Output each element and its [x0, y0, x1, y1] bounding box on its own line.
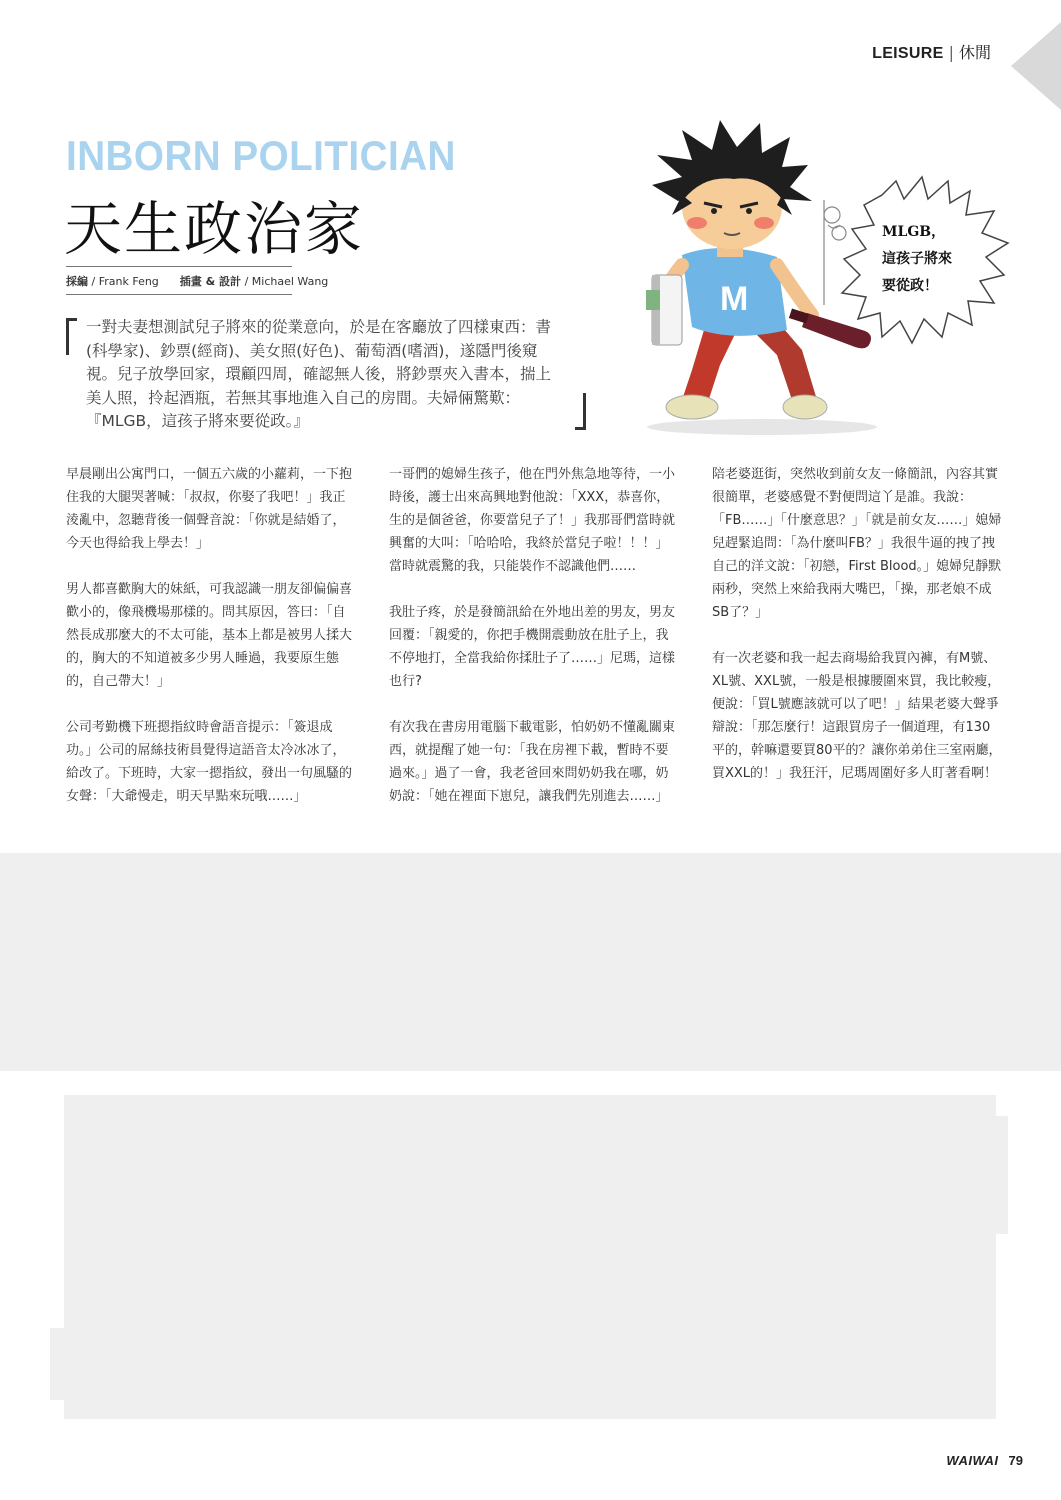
writer-label: 採編 — [66, 275, 88, 288]
page-footer — [946, 1453, 1023, 1468]
joke-paragraph: 有次我在書房用電腦下載電影，怕奶奶不懂亂關東西，就提醒了她一句：「我在房裡下載，暫時不要過來。」過了一會，我老爸回來問奶奶我在哪，奶奶說：「她在裡面下崽兒，讓我們先別進去……」 — [389, 720, 676, 804]
section-name-zh: 休閒 — [958, 43, 991, 62]
body-column-2 — [389, 463, 679, 831]
illustrator-name: Michael Wang — [251, 275, 329, 288]
credit-slash: / — [244, 275, 249, 288]
joke-paragraph: 有一次老婆和我一起去商場給我買內褲，有M號、XL號、XXL號，一般是根據腰圍來買，我比較瘦，便說：「買L號應該就可以了吧！」結果老婆大聲爭辯說：「那怎麼行！這跟買房子一個道理，有130平的，幹嘛還要買80平的？讓你弟弟住三室兩廳，買XXL的！」我狂汗，尼瑪周圍好多人盯著看啊！ — [712, 651, 1002, 781]
cartoon-boy-image — [612, 115, 1017, 445]
corner-tab-triangle — [1011, 22, 1061, 110]
credits-rule-bottom — [66, 294, 292, 295]
credit-slash: / — [91, 275, 96, 288]
title-english: INBORN POLITICIAN — [66, 132, 456, 179]
lead-text: 一對夫妻想測試兒子將來的從業意向，於是在客廳放了四樣東西：書(科學家)、鈔票(經商)、美女照(好色)、葡萄酒(嗜酒)，遂隱門後窺視。兒子放學回家，環顧四周，確認無人後，將鈔票夾入書本，揣上美人照，拎起酒瓶，若無其事地進入自己的房間。夫婦倆驚歎：『MLGB，這孩子將來要從政。』 — [86, 318, 552, 430]
shirt-letter: M — [720, 280, 749, 318]
joke-paragraph: 男人都喜歡胸大的妹紙，可我認識一朋友卻偏偏喜歡小的，像飛機場那樣的。問其原因，答曰：「自然長成那麼大的不太可能，基本上都是被男人揉大的，胸大的不知道被多少男人睡過，我要原生態的，自己帶大！」 — [66, 582, 353, 689]
joke-paragraph: 早晨剛出公寓門口，一個五六歲的小蘿莉，一下抱住我的大腿哭著喊：「叔叔，你娶了我吧！」我正淩亂中，忽聽背後一個聲音說：「你就是結婚了，今天也得給我上學去！」 — [66, 467, 353, 551]
title-chinese: 天生政治家 — [64, 195, 365, 263]
section-separator: | — [948, 43, 954, 62]
joke-paragraph: 陪老婆逛街，突然收到前女友一條簡訊，內容其實很簡單，老婆感覺不對便問這丫是誰。我說：「FB……」「什麼意思？」「就是前女友……」媳婦兒趕緊追問：「為什麼叫FB？」我很牛逼的拽了拽自己的洋文說：「初戀，First Blood。」媳婦兒靜默兩秒，突然上來給我兩大嘴巴，「操，那老娘不成SB了？」 — [712, 467, 1002, 620]
joke-paragraph: 我肚子疼，於是發簡訊給在外地出差的男友，男友回覆：「親愛的，你把手機開震動放在肚子上，我不停地打，全當我給你揉肚子了……」尼瑪，這樣也行? — [389, 605, 676, 689]
lead-quote — [66, 316, 586, 430]
credits-line — [66, 273, 328, 289]
ad-placeholder-edge — [50, 1328, 64, 1400]
section-name-en: LEISURE — [872, 45, 944, 62]
page-number: 79 — [1008, 1453, 1023, 1468]
illustrator-label: 插畫 & 設計 — [179, 275, 242, 288]
credits-rule-top — [66, 266, 292, 267]
speech-bubble-text: MLGB， 這孩子將來 要從政！ — [882, 224, 952, 294]
section-header — [872, 40, 991, 63]
cartoon-illustration — [612, 115, 1017, 445]
quote-bracket-close — [575, 393, 586, 430]
magazine-logo: WAIWAI — [946, 1453, 999, 1468]
body-column-3 — [712, 463, 1002, 808]
joke-paragraph: 一哥們的媳婦生孩子，他在門外焦急地等待，一小時後，護士出來高興地對他說：「XXX，恭喜你，生的是個爸爸，你要當兒子了！」我那哥們當時就興奮的大叫：「哈哈哈，我終於當兒子啦！！！」當時就震驚的我，只能裝作不認識他們…… — [389, 467, 676, 574]
quote-bracket-open — [66, 318, 77, 355]
ad-placeholder-edge — [996, 1116, 1008, 1234]
ad-placeholder-panel — [64, 1095, 996, 1419]
ad-placeholder-band — [0, 853, 1061, 1071]
joke-paragraph: 公司考勤機下班摁指紋時會語音提示：「簽退成功。」公司的屌絲技術員覺得這語音太冷冰冰了，給改了。下班時，大家一摁指紋，發出一句風騷的女聲：「大爺慢走，明天早點來玩哦……」 — [66, 720, 353, 804]
body-column-1 — [66, 463, 356, 831]
writer-name: Frank Feng — [98, 275, 159, 288]
